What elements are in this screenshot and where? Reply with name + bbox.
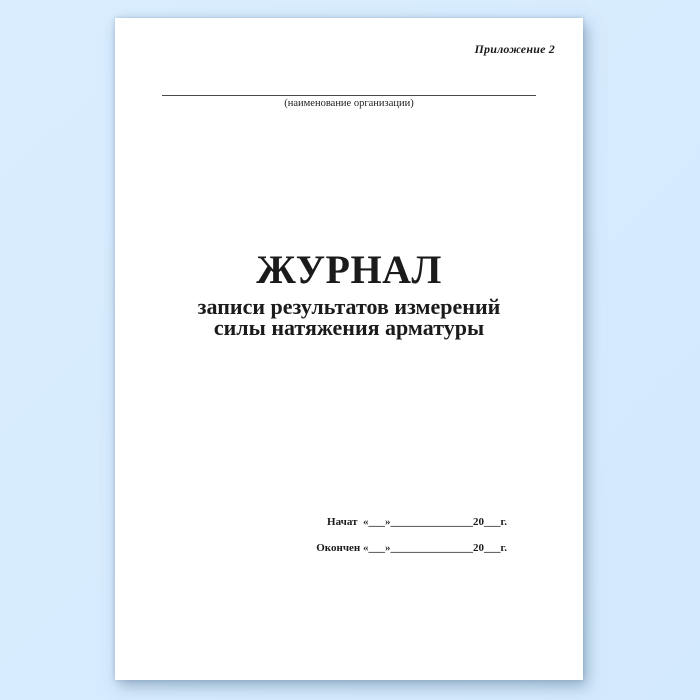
subtitle-line-1: записи результатов измерений (197, 294, 501, 319)
subtitle-line-2: силы натяжения арматуры (213, 315, 485, 340)
organization-fill-in-line (162, 95, 536, 96)
journal-subtitle (115, 296, 583, 338)
finished-date-line: Окончен «___»_______________20___г. (316, 542, 507, 554)
journal-title: ЖУРНАЛ (256, 247, 442, 292)
title-block (115, 249, 583, 338)
dates-block (316, 515, 507, 555)
started-date-line: Начат «___»_______________20___г. (327, 516, 507, 528)
organization-caption: (наименование организации) (284, 98, 414, 109)
appendix-note: Приложение 2 (474, 42, 555, 56)
organization-block (115, 95, 583, 109)
journal-cover-page (115, 18, 583, 680)
